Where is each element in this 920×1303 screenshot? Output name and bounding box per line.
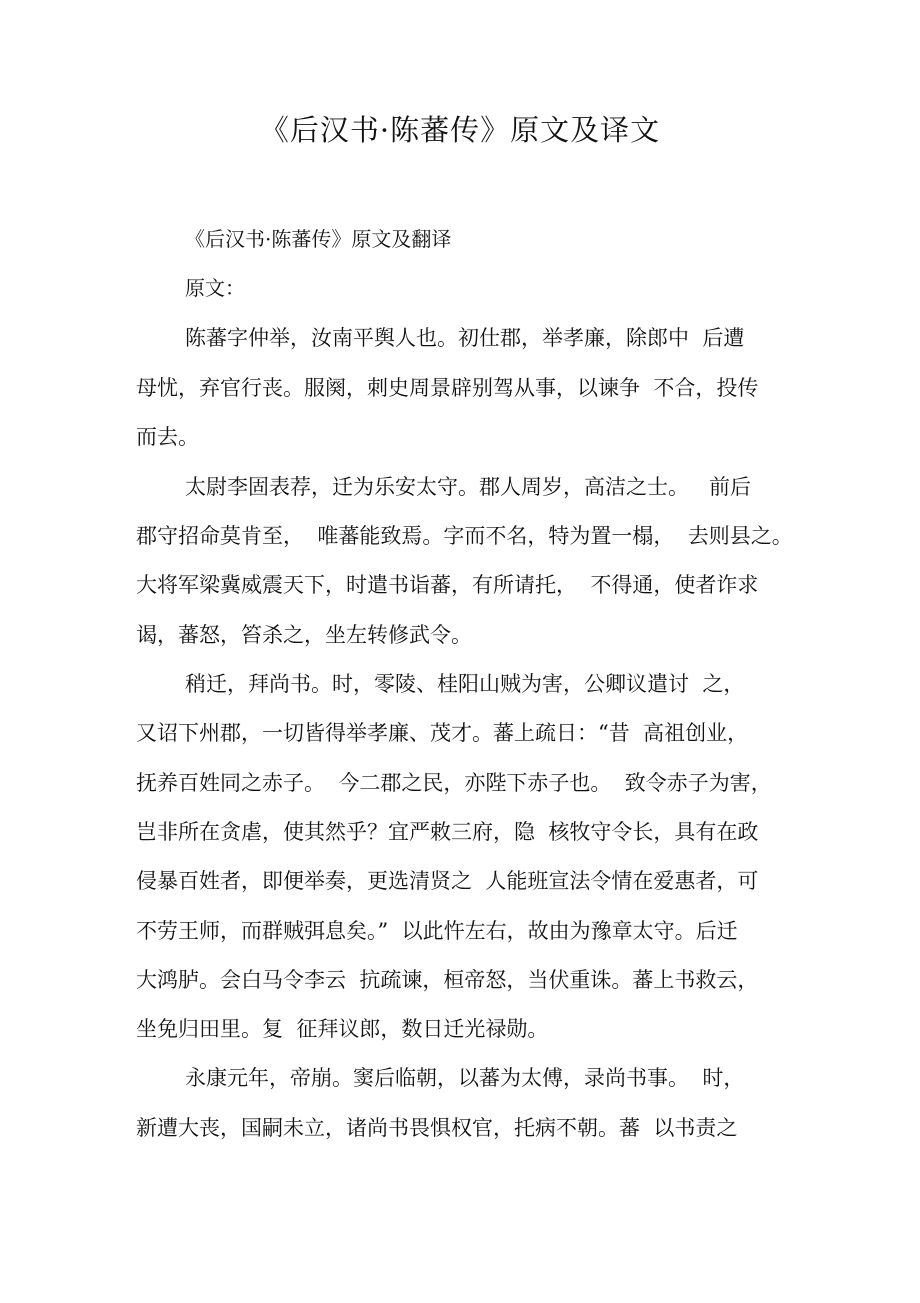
paragraph-line: 不劳王师，而群贼弭息矣。” 以此忤左右，故由为豫章太守。后迁 xyxy=(136,919,738,943)
paragraph-line: 侵暴百姓者，即便举奏，更选清贤之 人能班宣法令情在爱惠者，可 xyxy=(136,869,759,893)
document-subtitle: 《后汉书·陈蕃传》原文及翻译 xyxy=(185,227,452,251)
paragraph-line: 又诏下州郡，一切皆得举孝廉、茂才。蕃上疏日：“昔 高祖创业， xyxy=(136,721,749,745)
paragraph-line: 抚养百姓同之赤子。 今二郡之民，亦陛下赤子也。 致令赤子为害， xyxy=(136,771,772,795)
paragraph-line: 稍迁，拜尚书。时，零陵、桂阳山贼为害，公卿议遣讨 之， xyxy=(185,672,745,696)
paragraph-line: 岂非所在贪虐，使其然乎？宜严敕三府，隐 核牧守令长，具有在政 xyxy=(136,820,759,844)
section-label-original: 原文： xyxy=(185,276,245,300)
paragraph-line: 谒，蕃怒，笞杀之，坐左转修武令。 xyxy=(136,623,472,647)
paragraph-line: 陈蕃字仲举，汝南平舆人也。初仕郡，举孝廉，除郎中 后遭 xyxy=(185,326,745,350)
paragraph-line: 永康元年，帝崩。窦后临朝，以蕃为太傅，录尚书事。 时， xyxy=(185,1066,745,1090)
paragraph-line: 坐免归田里。复 征拜议郎，数日迁光禄勋。 xyxy=(136,1017,549,1041)
paragraph-line: 郡守招命莫肯至， 唯蕃能致焉。字而不名，特为置一榻， 去则县之。 xyxy=(136,524,793,548)
paragraph-line: 母忧，弃官行丧。服阕，刺史周景辟别驾从事，以谏争 不合，投传 xyxy=(136,376,759,400)
paragraph-line: 太尉李固表荐，迁为乐安太守。郡人周岁，高洁之士。 前后 xyxy=(185,475,752,499)
paragraph-line: 大鸿胪。会白马令李云 抗疏谏，桓帝怒，当伏重诛。蕃上书救云， xyxy=(136,968,759,992)
paragraph-line: 而去。 xyxy=(136,425,199,449)
document-title: 《后汉书·陈蕃传》原文及译文 xyxy=(259,113,661,147)
paragraph-line: 大将军梁冀威震天下，时遣书诣蕃，有所请托， 不得通，使者诈求 xyxy=(136,573,759,597)
paragraph-line: 新遭大丧，国嗣未立，诸尚书畏惧权官，托病不朝。蕃 以书责之 xyxy=(136,1116,738,1140)
